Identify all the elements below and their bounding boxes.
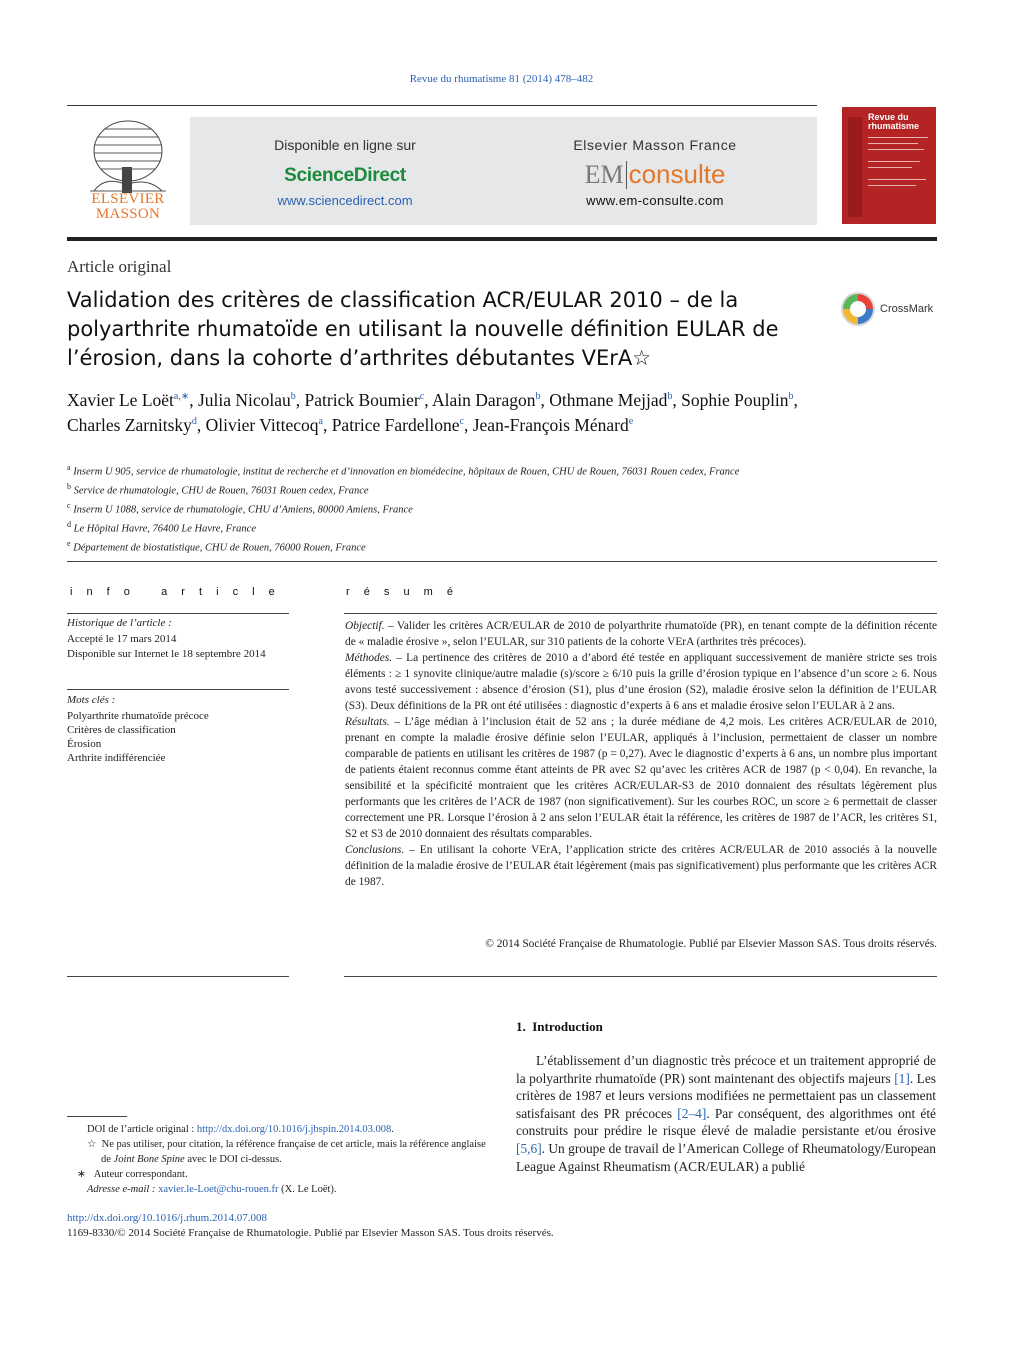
author[interactable]: Julia Nicolau$^b$ <box>197 389 296 410</box>
author[interactable]: Alain Daragon$^b$ <box>431 389 541 410</box>
article-title: Validation des critères de classification ACR/EULAR 2010 – de la polyarthrite rhumatoïde en utilisant la nouvelle définition EULAR de l’érosion, dans la cohorte d’arthrites débutantes VErA☆ <box>67 288 779 370</box>
history-item: Accepté le 17 mars 2014 <box>67 633 177 645</box>
affiliation: $^e$ Département de biostatistique, CHU de Rouen, 76000 Rouen, France <box>67 539 366 554</box>
em-consulte-url-link[interactable]: www.em-consulte.com <box>586 193 724 208</box>
author[interactable]: Charles Zarnitsky$^d$ <box>67 414 197 435</box>
star-footnote: ☆ Ne pas utiliser, pour citation, la référence française de cet article, mais la référence anglaise de Joint Bone Spine avec le DOI ci-dessus. <box>87 1139 486 1165</box>
header-thick-rule <box>67 237 937 241</box>
keywords-label: Mots clés : <box>67 694 116 706</box>
doi-original-link[interactable]: http://dx.doi.org/10.1016/j.jbspin.2014.03.008 <box>196 1124 392 1135</box>
footnote-rule <box>67 1116 127 1117</box>
abstract-paragraph: Conclusions. – En utilisant la cohorte VErA, l’application stricte des critères ACR/EULAR de 2010 associés à la nouvelle définition de la maladie érosive de l’EULAR était légèrement (mais pas significativement) plus performante que les critères ACR de 1987. <box>345 844 937 888</box>
author[interactable]: Olivier Vittecoq$^a$ <box>205 414 323 435</box>
abstract-paragraph: Résultats. – L’âge médian à l’inclusion était de 52 ans ; la durée médiane de 4,2 mois. Les critères ACR/EULAR de 2010, prenant en compte la maladie érosive définie selon l’EULAR, appliqués à l’inclusion, permettaient de classer un nombre comparable de patients en utilisant les critères de 1987 (p = 0,27). Avec le diagnostic d’experts à 6 ans, un nombre plus important de patients étaient reconnus comme étant atteints de PR avec S2 qu’avec les critères ACR de 1987 (p < 0,04). En revanche, la sensibilité et la spécificité montraient que les critères ACR/EULAR-S3 de 2010 donnaient des résultats légèrement plus performants que les critères de l’ACR de 1987 (non significativement). Sur les courbes ROC, un score ≥ 6 permettait de classer correctement une PR. Lorsque l’érosion à 2 ans selon l’EULAR était la référence, les critères de 1987 de l’ACR, les critères S1, S2 et S3 de 2010 donnaient des résultats comparables. <box>345 716 937 840</box>
star-icon: ☆ <box>87 1139 97 1150</box>
affiliation: $^c$ Inserm U 1088, service de rhumatologie, CHU d’Amiens, 80000 Amiens, France <box>67 501 413 516</box>
affiliation: $^a$ Inserm U 905, service de rhumatologie, institut de recherche et d’innovation en biomédecine, hôpitaux de Rouen, CHU de Rouen, 76031 Rouen cedex, France <box>67 463 740 478</box>
em-consulte-logo[interactable]: EM consulte <box>584 159 726 189</box>
author[interactable]: Xavier Le Loët$^{a,∗}$ <box>67 389 190 410</box>
article-doi-link[interactable]: http://dx.doi.org/10.1016/j.rhum.2014.07.008 <box>67 1212 267 1224</box>
introduction-heading: 1. Introduction <box>516 1019 603 1034</box>
asterisk-icon: ∗ <box>77 1169 86 1180</box>
email-footnote: Adresse e-mail : xavier.le-Loet@chu-rouen.fr (X. Le Loët). <box>87 1184 337 1195</box>
keyword: Critères de classification <box>67 724 176 736</box>
author[interactable]: Patrick Boumier$^c$ <box>304 389 425 410</box>
author-list: Xavier Le Loët$^{a,∗}$, Julia Nicolau$^b$, Patrick Boumier$^c$, Alain Daragon$^b$, Othmane Mejjad$^b$, Sophie Pouplin$^b$, Charles Zarnitsky$^d$, Olivier Vittecoq$^a$, Patrice Fardellone$^c$, Jean-François Ménard$^e$ <box>67 389 798 435</box>
abstract-body <box>345 618 937 890</box>
abstract-copyright: © 2014 Société Française de Rhumatologie. Publié par Elsevier Masson SAS. Tous droits réservés. <box>485 938 937 950</box>
article-type: Article original <box>67 257 172 276</box>
author[interactable]: Sophie Pouplin$^b$ <box>681 389 794 410</box>
reference-link[interactable]: [2–4] <box>677 1105 707 1121</box>
journal-cover-image: Revue du rhumatisme <box>842 107 936 224</box>
affiliation: $^b$ Service de rhumatologie, CHU de Rouen, 76031 Rouen cedex, France <box>67 482 369 497</box>
author[interactable]: Jean-François Ménard$^e$ <box>472 414 634 435</box>
reference-link[interactable]: [1] <box>894 1070 910 1086</box>
author[interactable]: Patrice Fardellone$^c$ <box>331 414 464 435</box>
corresponding-author-footnote: ∗ Auteur correspondant. <box>77 1169 188 1180</box>
resume-rule <box>344 613 937 614</box>
header-rule <box>67 105 817 106</box>
abstract-paragraph: Objectif. – Valider les critères ACR/EULAR de 2010 de polyarthrite rhumatoïde (PR), en tenant compte de la définition récente de « maladie érosive », selon l’EULAR, sur 310 patients de la cohorte VErA (arthrites très précoces). <box>345 620 937 648</box>
keyword: Polyarthrite rhumatoïde précoce <box>67 710 209 722</box>
history-label: Historique de l’article : <box>67 617 172 629</box>
journal-reference-link[interactable]: Revue du rhumatisme 81 (2014) 478–482 <box>409 73 594 85</box>
availability-banner <box>190 117 817 225</box>
introduction-paragraph: L’établissement d’un diagnostic très précoce et un traitement approprié de la polyarthrite rhumatoïde (PR) sont maintenant des objectifs majeurs [1]. Les critères de 1987 et leurs versions modifiées ne permettaient pas un classement satisfaisant des PR précoces [2–4]. Par conséquent, des algorithmes ont été construits pour prédire le risque élevé de maladie persistante et/ou érosive [5,6]. Un groupe de travail de l’American College of Rheumatology/European League Against Rheumatism (ACR/EULAR) a publié <box>516 1053 937 1174</box>
available-online-label: Disponible en ligne sur <box>274 137 416 153</box>
reference-link[interactable]: [5,6] <box>516 1140 542 1156</box>
sciencedirect-logo[interactable]: ScienceDirect <box>284 165 406 186</box>
doi-original-footnote: DOI de l’article original : http://dx.doi.org/10.1016/j.jbspin.2014.03.008. <box>87 1124 394 1135</box>
keyword: Érosion <box>67 738 102 750</box>
abstract-paragraph: Méthodes. – La pertinence des critères de 2010 a d’abord été testée en appliquant successivement de manière stricte ses trois éléments : ≥ 1 synovite clinique/autre maladie (s)/score ≥ 6/10 puis la grille d’érosion typique en l’absence d’un score ≥ 6. Nous avons testé successivement : absence d’érosion (S1), plus d’une érosion (S2), maladie érosive selon la définition de l’EULAR (S3). Deux définitions de la PR ont été utilisées : diagnostic d’experts à 6 ans et maladie érosive selon l’EULAR à 2 ans. <box>345 652 937 712</box>
footnotes <box>67 1122 487 1197</box>
issn-copyright: 1169-8330/© 2014 Société Française de Rhumatologie. Publié par Elsevier Masson SAS. Tous droits réservés. <box>67 1227 554 1239</box>
keyword-list <box>67 709 282 765</box>
info-rule <box>67 689 289 690</box>
history-list <box>67 632 282 661</box>
info-rule <box>67 613 289 614</box>
resume-rule <box>344 976 937 977</box>
elsevier-masson-logo: ELSEVIER MASSON <box>91 191 165 222</box>
info-article-heading: i n f o a r t i c l e <box>70 586 281 598</box>
affiliation-list <box>67 461 827 556</box>
history-item: Disponible sur Internet le 18 septembre 2014 <box>67 647 266 660</box>
info-rule <box>67 976 289 977</box>
section-rule <box>67 561 937 562</box>
em-publisher-label: Elsevier Masson France <box>573 137 737 153</box>
resume-heading: r é s u m é <box>346 586 459 598</box>
keyword: Arthrite indifférenciée <box>67 752 166 764</box>
author[interactable]: Othmane Mejjad$^b$ <box>549 389 673 410</box>
affiliation: $^d$ Le Hôpital Havre, 76400 Le Havre, France <box>67 520 256 535</box>
crossmark-label[interactable]: CrossMark <box>880 303 934 315</box>
sciencedirect-url-link[interactable]: www.sciencedirect.com <box>277 193 413 208</box>
email-link[interactable]: xavier.le-Loet@chu-rouen.fr <box>158 1184 279 1195</box>
